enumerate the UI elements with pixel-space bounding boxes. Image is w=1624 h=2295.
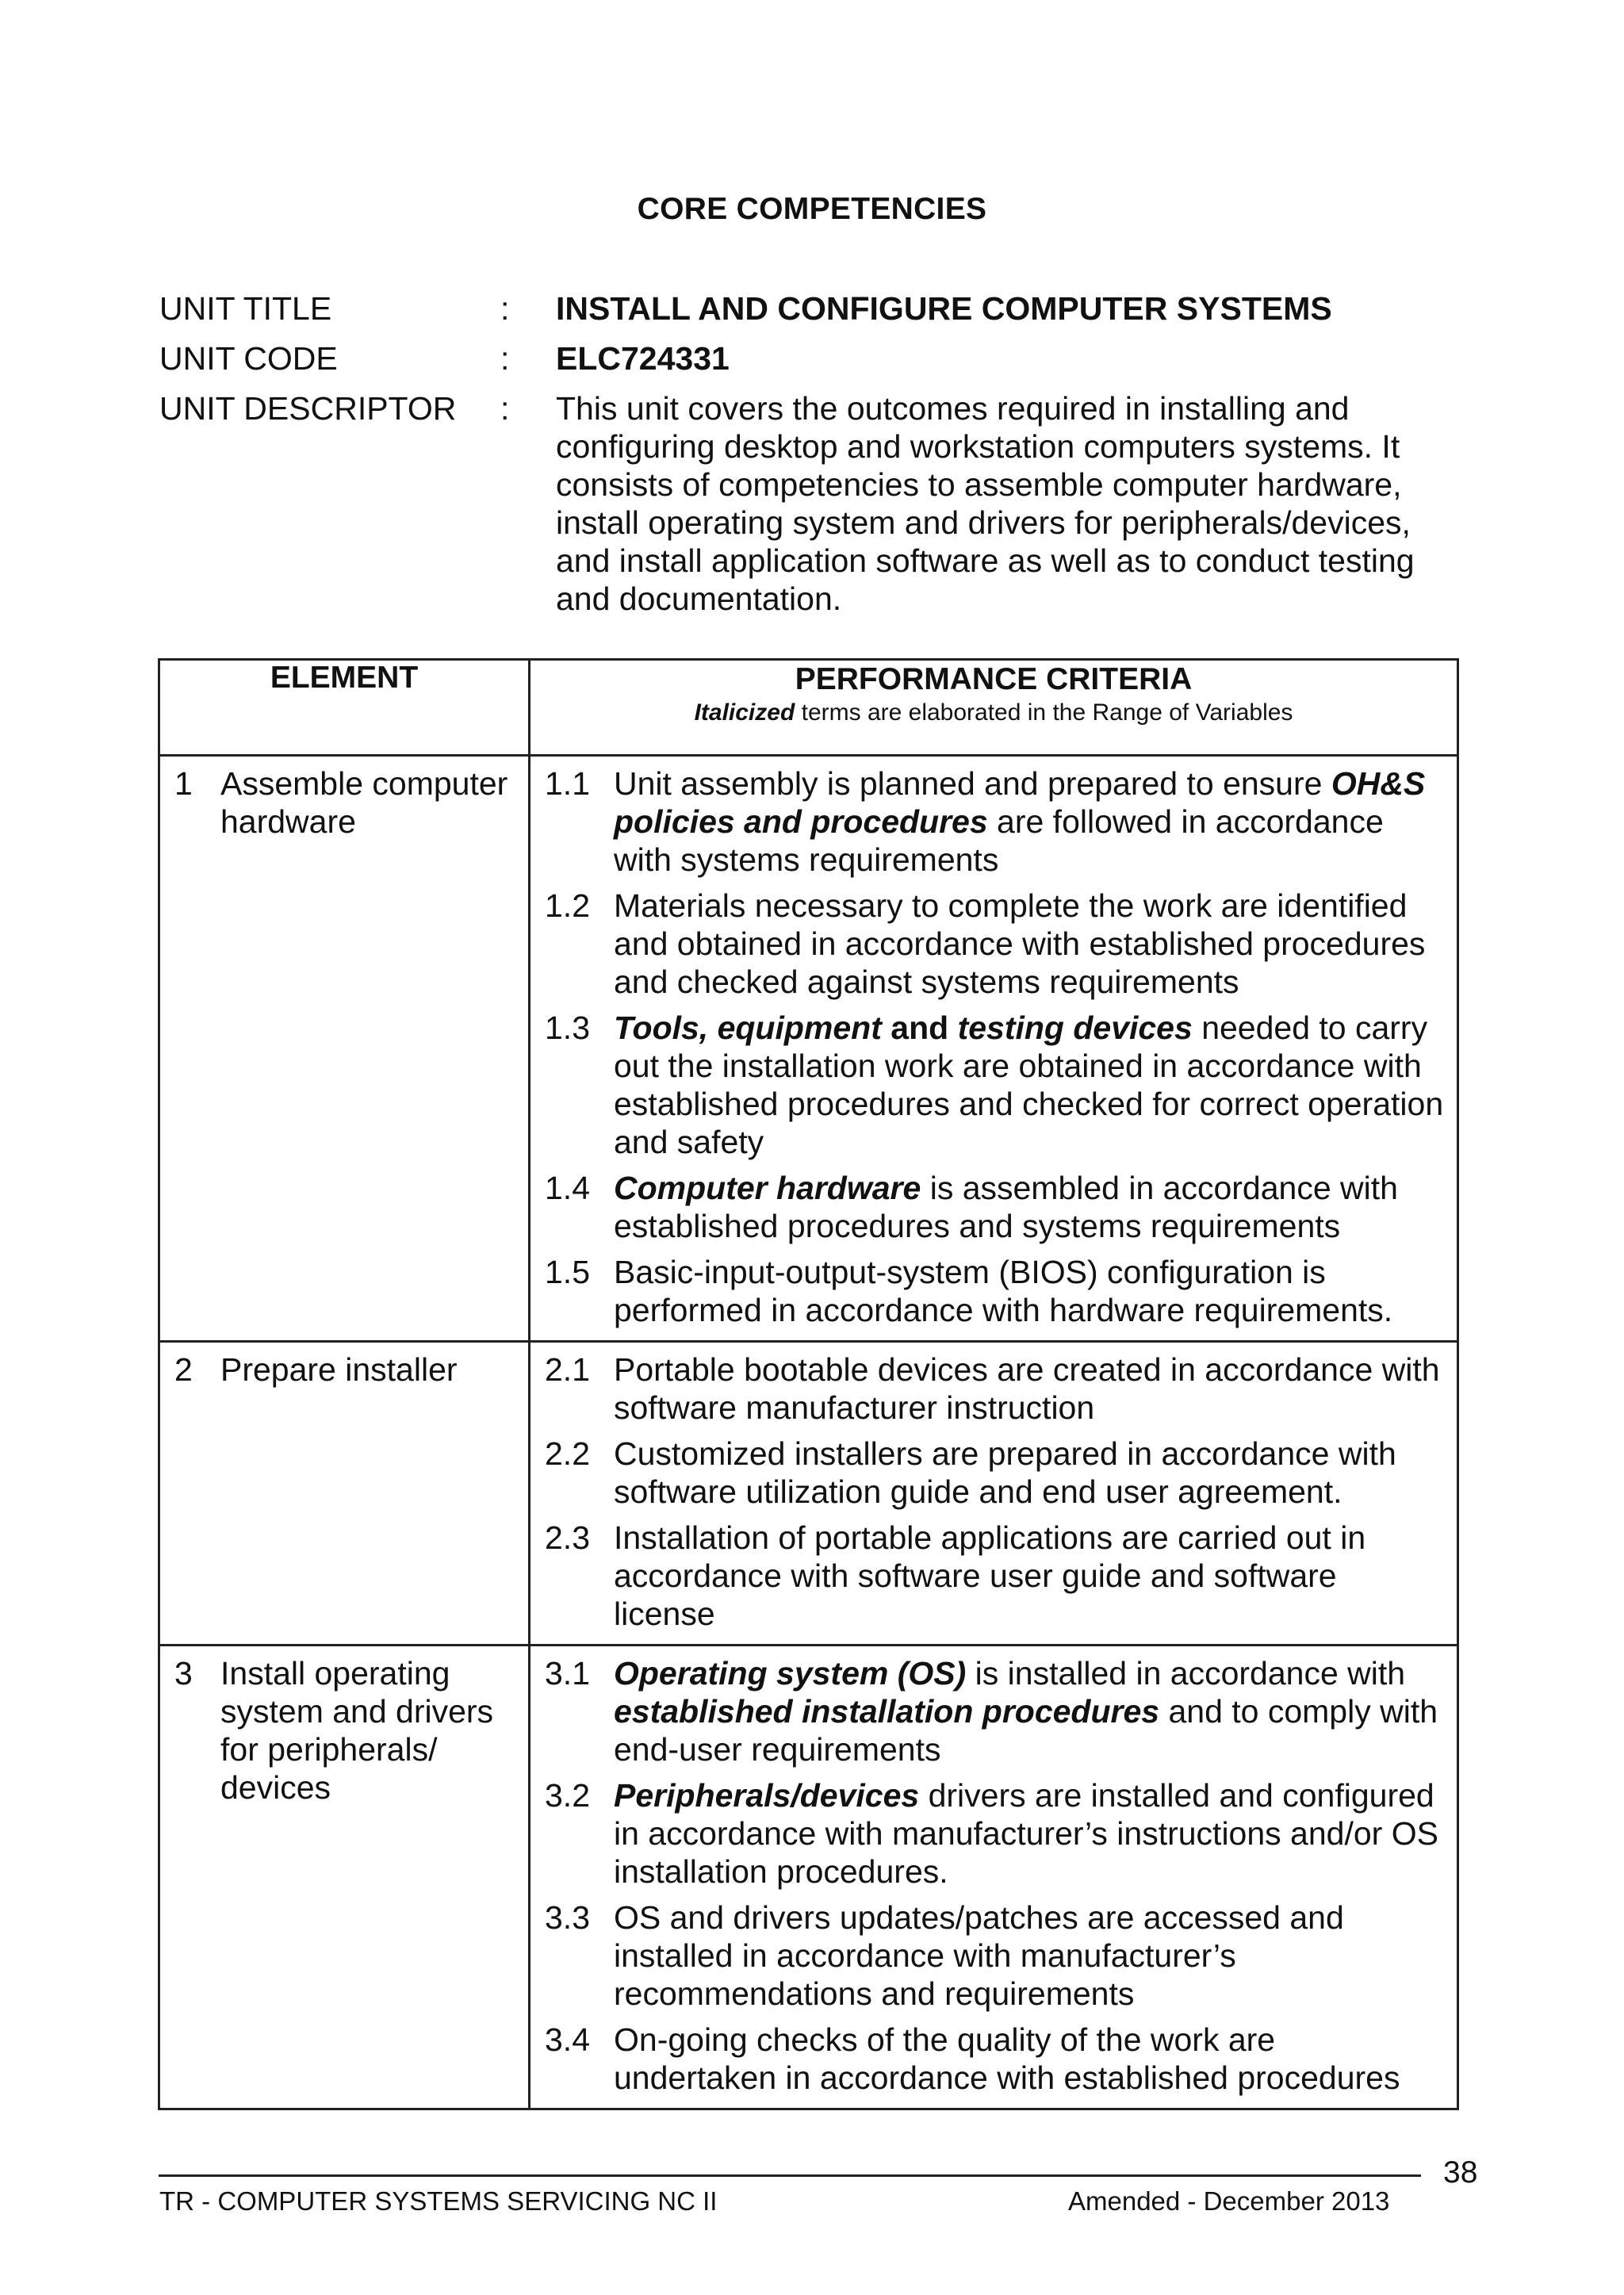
criterion-number: 3.2: [545, 1777, 590, 1814]
criterion-text: [614, 1654, 1446, 1768]
element-cell: [159, 756, 530, 1342]
criteria-list: [530, 1646, 1457, 2108]
header-criteria-note: [530, 699, 1457, 727]
criterion-bold-text: and: [881, 1010, 958, 1046]
criterion-item: [545, 1435, 1446, 1511]
criterion-text-part: Basic-input-output-system (BIOS) configuration is performed in accordance with hardware requirements.: [614, 1254, 1393, 1328]
criterion-item: [545, 1776, 1446, 1891]
unit-title-value: INSTALL AND CONFIGURE COMPUTER SYSTEMS: [556, 290, 1332, 327]
table-row: [159, 756, 1458, 1342]
criterion-key-term: Computer hardware: [614, 1170, 921, 1206]
criterion-text: [614, 887, 1446, 1001]
criterion-item: [545, 1654, 1446, 1768]
element-number: 2: [174, 1351, 193, 1388]
criterion-number: 1.5: [545, 1254, 590, 1290]
element-item: [160, 1646, 528, 1814]
criterion-text: [614, 1898, 1446, 2013]
header-note-rest: terms are elaborated in the Range of Variables: [795, 699, 1293, 726]
page-heading: CORE COMPETENCIES: [637, 192, 987, 226]
criterion-text: [614, 1435, 1446, 1511]
criterion-text-part: Unit assembly is planned and prepared to ensure: [614, 765, 1331, 802]
criterion-item: [545, 1253, 1446, 1329]
criterion-text-part: OS and drivers updates/patches are accessed and installed in accordance with manufacturer’s recommendations and requirements: [614, 1899, 1344, 2012]
criterion-text-part: Materials necessary to complete the work are identified and obtained in accordance with established procedures and checked against systems requirements: [614, 887, 1426, 1000]
footer-document-title: TR - COMPUTER SYSTEMS SERVICING NC II: [159, 2186, 718, 2216]
unit-code-row: [159, 339, 1460, 377]
element-item: [160, 757, 528, 849]
criterion-text: [614, 1253, 1446, 1329]
criteria-list: [530, 1343, 1457, 1644]
criterion-text-part: Portable bootable devices are created in accordance with software manufacturer instruction: [614, 1351, 1440, 1426]
unit-descriptor-value: This unit covers the outcomes required in installing and configuring desktop and workstation computers systems. It consists of competencies to assemble computer hardware, install operating system and drivers for peripherals/devices, and install application software as well as to conduct testing and documentation.: [556, 390, 1415, 617]
criterion-item: [545, 764, 1446, 879]
element-number: 3: [174, 1655, 193, 1692]
competency-table: [158, 658, 1459, 2110]
criterion-number: 1.1: [545, 765, 590, 802]
footer-amended-date: Amended - December 2013: [1068, 2186, 1390, 2216]
separator: :: [500, 340, 510, 377]
criterion-key-term: Tools, equipment: [614, 1010, 882, 1046]
element-number: 1: [174, 765, 193, 802]
unit-title-row: [159, 289, 1460, 328]
criterion-text-part: Customized installers are prepared in accordance with software utilization guide and end user agreement.: [614, 1435, 1396, 1510]
table-row: [159, 1342, 1458, 1646]
criterion-text-part: On-going checks of the quality of the work are undertaken in accordance with established procedures: [614, 2021, 1400, 2096]
footer-rule: [159, 2174, 1421, 2177]
criterion-text-part: is installed in accordance with: [966, 1655, 1406, 1692]
criterion-key-term: testing devices: [957, 1010, 1193, 1046]
criteria-cell: [530, 1646, 1458, 2109]
element-name: Assemble computer hardware: [220, 765, 508, 840]
element-cell: [159, 1342, 530, 1646]
criterion-key-term: established installation procedures: [614, 1693, 1160, 1730]
unit-info: [159, 289, 1460, 630]
separator: :: [500, 290, 510, 327]
criterion-text: [614, 1009, 1446, 1161]
unit-title-label: UNIT TITLE: [159, 290, 332, 327]
criterion-text-part: needed to carry out the installation work are obtained in accordance with established procedures and checked for correct operation and safety: [614, 1010, 1444, 1160]
criterion-text-part: is assembled in accordance with established procedures and systems requirements: [614, 1170, 1398, 1244]
criterion-text-part: are followed in accordance with systems requirements: [614, 803, 1384, 878]
criterion-text: [614, 764, 1446, 879]
unit-code-label: UNIT CODE: [159, 340, 338, 377]
header-criteria: [530, 660, 1458, 756]
criteria-cell: [530, 1342, 1458, 1646]
element-name: Install operating system and drivers for peripherals/ devices: [220, 1655, 494, 1806]
criterion-number: 1.4: [545, 1170, 590, 1206]
criterion-number: 2.1: [545, 1351, 590, 1388]
criterion-text-part: and to comply with end-user requirements: [614, 1693, 1438, 1768]
criterion-item: [545, 2021, 1446, 2097]
criterion-item: [545, 1519, 1446, 1633]
criterion-text: [614, 1169, 1446, 1245]
criterion-item: [545, 1898, 1446, 2013]
criterion-item: [545, 887, 1446, 1001]
table-header-row: [159, 660, 1458, 756]
unit-descriptor-row: [159, 389, 1460, 618]
criterion-item: [545, 1009, 1446, 1161]
criterion-key-term: Peripherals/devices: [614, 1777, 920, 1814]
header-note-italic: Italicized: [694, 699, 795, 726]
criterion-number: 3.4: [545, 2021, 590, 2058]
criterion-text: [614, 1776, 1446, 1891]
criterion-item: [545, 1351, 1446, 1427]
criterion-key-term: Operating system (OS): [614, 1655, 967, 1692]
table-row: [159, 1646, 1458, 2109]
criterion-number: 2.2: [545, 1435, 590, 1472]
criterion-number: 1.2: [545, 887, 590, 924]
header-criteria-title: PERFORMANCE CRITERIA: [795, 662, 1193, 696]
criterion-key-term: OH&S policies and procedures: [614, 765, 1426, 840]
page-number: 38: [1443, 2155, 1478, 2190]
table-body: [159, 756, 1458, 2109]
element-name: Prepare installer: [220, 1351, 458, 1388]
criterion-text-part: drivers are installed and configured in accordance with manufacturer’s instructions and/or OS installation procedures.: [614, 1777, 1438, 1890]
criteria-cell: [530, 756, 1458, 1342]
criterion-number: 2.3: [545, 1519, 590, 1556]
criterion-text-part: Installation of portable applications are carried out in accordance with software user guide and software license: [614, 1519, 1366, 1632]
criterion-text: [614, 2021, 1446, 2097]
separator: :: [500, 390, 510, 427]
criterion-item: [545, 1169, 1446, 1245]
criterion-text: [614, 1519, 1446, 1633]
element-item: [160, 1343, 528, 1397]
criterion-number: 3.3: [545, 1899, 590, 1936]
criteria-list: [530, 757, 1457, 1340]
unit-code-value: ELC724331: [556, 340, 730, 377]
unit-descriptor-label: UNIT DESCRIPTOR: [159, 390, 457, 427]
header-element: ELEMENT: [159, 660, 530, 756]
criterion-number: 3.1: [545, 1655, 590, 1692]
element-cell: [159, 1646, 530, 2109]
criterion-text: [614, 1351, 1446, 1427]
criterion-number: 1.3: [545, 1010, 590, 1046]
